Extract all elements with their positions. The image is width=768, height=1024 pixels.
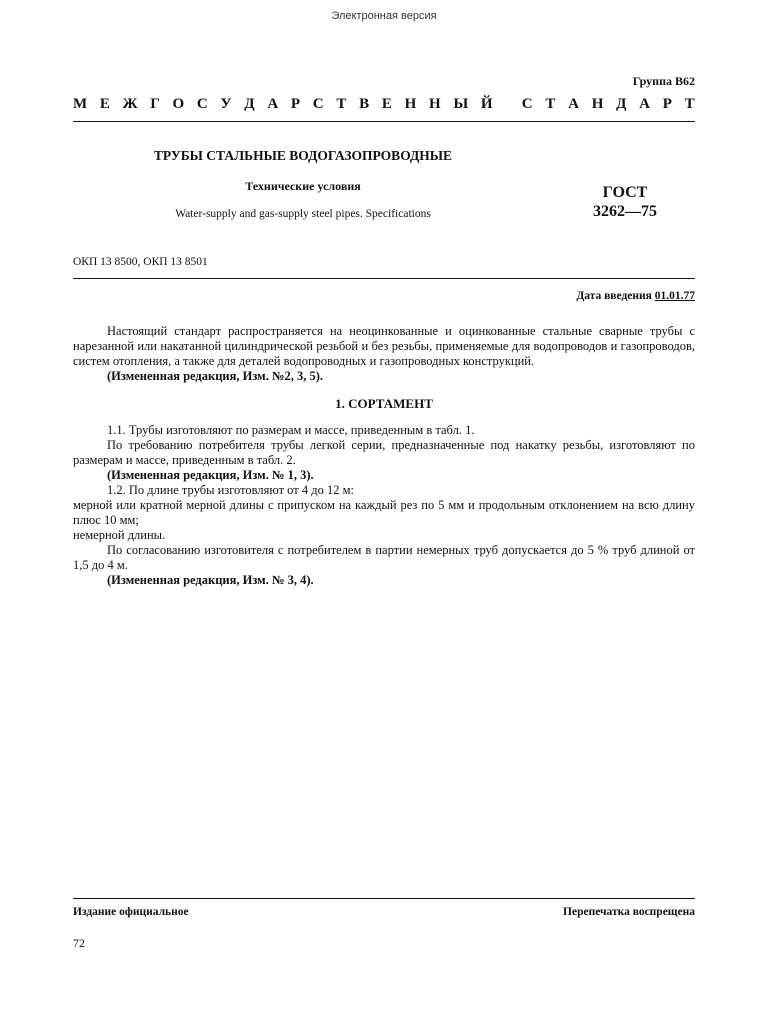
header-divider <box>73 121 695 122</box>
gost-number: 3262—75 <box>593 203 657 220</box>
banner-letter: М <box>73 96 88 112</box>
clause-1-1-paragraph-2: По требованию потребителя трубы легкой серии, предназначенные под накатку резьбы, изготовляют по размерам и массе, приведенным в табл. 2. <box>73 438 695 467</box>
banner-letter: Д <box>244 96 255 112</box>
document-subtitle: Технические условия <box>245 179 361 193</box>
banner-letter: Е <box>381 96 392 112</box>
banner-letter: Н <box>404 96 417 112</box>
introduction-date <box>576 290 695 302</box>
banner-letter: Е <box>99 96 110 112</box>
banner-letter: Р <box>662 96 672 112</box>
intro-paragraph: Настоящий стандарт распространяется на неоцинкованные и оцинкованные стальные сварные трубы с нарезанной или накатанной цилиндрической резьбой и без резьбы, применяемые для водопроводов и газопроводов, систем отопления, а также для деталей водопроводных и газопроводных конструкций. <box>73 324 695 368</box>
gost-designation <box>560 183 690 221</box>
banner-letter: В <box>359 96 370 112</box>
clause-1-1-revision-note: (Измененная редакция, Изм. № 1, 3). <box>107 468 314 482</box>
gost-label: ГОСТ <box>602 184 648 201</box>
banner-letter: С <box>312 96 324 112</box>
banner-letter: Д <box>616 96 627 112</box>
date-value: 01.01.77 <box>654 290 695 302</box>
banner-letter: Р <box>290 96 301 112</box>
footer-divider <box>73 898 695 899</box>
official-edition-label: Издание официальное <box>73 906 189 918</box>
banner-letter: Й <box>480 96 493 112</box>
okp-divider <box>73 278 695 279</box>
banner-letter: О <box>172 96 185 112</box>
group-code: Группа В62 <box>632 74 695 88</box>
document-title: ТРУБЫ СТАЛЬНЫЕ ВОДОГАЗОПРОВОДНЫЕ <box>153 148 453 163</box>
reprint-prohibited-label: Перепечатка воспрещена <box>563 906 695 918</box>
edition-label: Электронная версия <box>331 10 437 22</box>
clause-1-2-agreement: По согласованию изготовителя с потребителем в партии немерных труб допускается до 5 % труб длиной от 1,5 до 4 м. <box>73 543 695 572</box>
banner-letter: Ж <box>122 96 138 112</box>
banner-letter: А <box>568 96 579 112</box>
banner-letter: Т <box>336 96 347 112</box>
banner-gap <box>505 96 509 113</box>
clause-1-2-item-measured: мерной или кратной мерной длины с припуском на каждый рез по 5 мм и продольным отклонением на всю длину плюс 10 мм; <box>73 498 695 527</box>
banner-letter: Н <box>429 96 441 112</box>
banner-letter: А <box>639 96 651 112</box>
banner-letter: Н <box>591 96 604 112</box>
banner-letter: А <box>267 96 279 112</box>
clause-1-2-revision-note: (Измененная редакция, Изм. № 3, 4). <box>107 573 314 587</box>
intro-revision-note: (Измененная редакция, Изм. №2, 3, 5). <box>107 369 324 383</box>
banner-letter: С <box>196 96 208 112</box>
banner-letter: Т <box>545 96 556 112</box>
page-number: 72 <box>73 936 85 950</box>
body-text <box>73 324 695 588</box>
date-label: Дата введения <box>576 290 652 302</box>
banner-letter: Ы <box>453 96 469 112</box>
standard-type-banner <box>73 96 695 113</box>
clause-1-2-item-unmeasured: немерной длины. <box>73 528 166 542</box>
clause-1-2: 1.2. По длине трубы изготовляют от 4 до 12 м: <box>107 483 354 497</box>
okp-codes: ОКП 13 8500, ОКП 13 8501 <box>73 256 208 268</box>
banner-letter: Т <box>684 96 695 112</box>
banner-letter: Г <box>150 96 160 112</box>
banner-letter: С <box>521 96 533 112</box>
english-title: Water-supply and gas-supply steel pipes. Specifications <box>175 208 431 220</box>
clause-1-1: 1.1. Трубы изготовляют по размерам и массе, приведенным в табл. 1. <box>107 423 475 437</box>
banner-letter: У <box>220 96 232 112</box>
section-heading: 1. СОРТАМЕНТ <box>335 396 433 411</box>
